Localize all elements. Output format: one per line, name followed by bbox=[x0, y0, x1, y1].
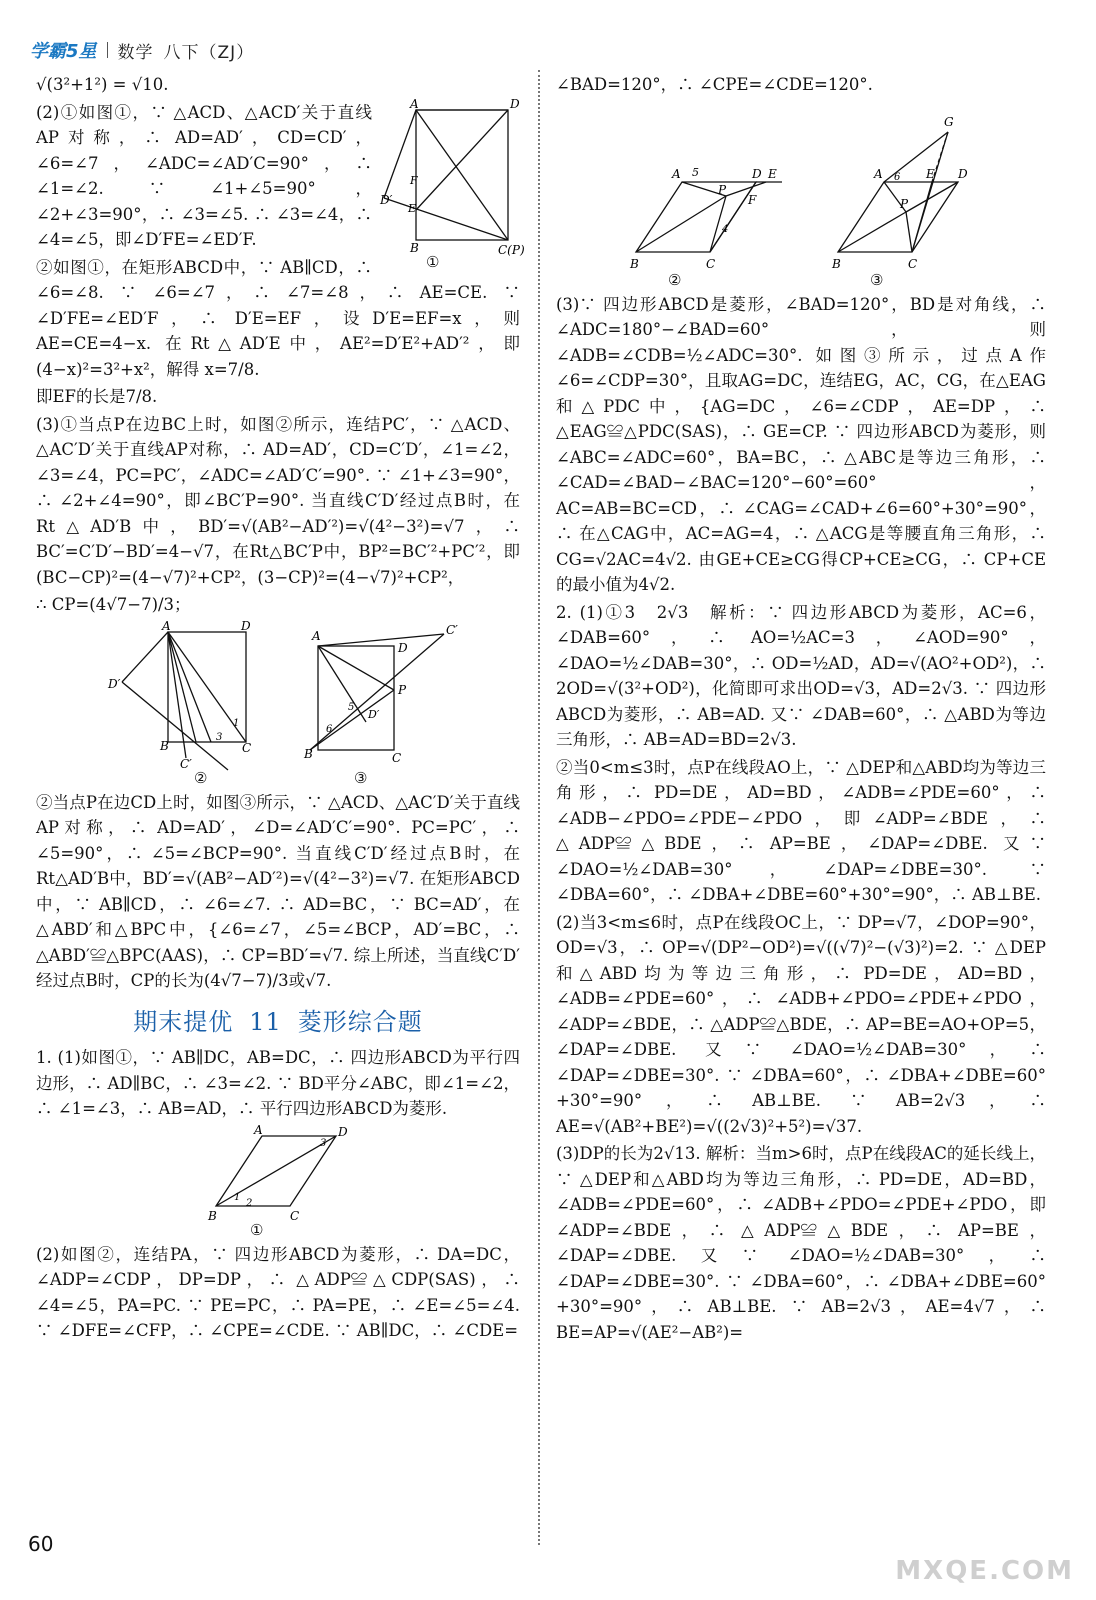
rhombus-figures-2-3-svg bbox=[556, 102, 1046, 272]
rhombus-figure-1-svg bbox=[36, 1122, 520, 1226]
fig-label-1b: ① bbox=[250, 1220, 264, 1239]
right-line-3: ②当0<m≤3时，点P在线段AO上，∵ △DEP和△ABD均为等边三角形，∴ PD=DE，AD=BD，∠ADB=∠PDE=60°，∴ ∠ADB−∠PDO=∠PDE−∠PDO，即∠ADP=∠BDE，∴ △ADP≌△BDE，∴ AP=BE，∠DAP=∠DBE. 又∵ ∠DAO=½∠DAB=30°，∠DAP=∠DBE=30°. ∵ ∠DBA=60°，∴ ∠DBA+∠DBE=60°+30°=90°，∴ AB⊥BE. bbox=[556, 757, 1046, 904]
svg-text:C: C bbox=[706, 256, 716, 271]
rhombus-figures-2-3 bbox=[556, 102, 1046, 288]
figure-3 bbox=[303, 623, 458, 765]
left-column bbox=[36, 72, 525, 1346]
right-line-0: ∠BAD=120°，∴ ∠CPE=∠CDE=120°. bbox=[556, 75, 873, 94]
svg-text:1: 1 bbox=[233, 717, 240, 729]
svg-text:C(P): C(P) bbox=[498, 242, 525, 257]
left-line-5: ∴ CP=(4√7−7)/3； bbox=[36, 595, 191, 614]
svg-text:D: D bbox=[510, 96, 520, 111]
fig-label-1a: ① bbox=[426, 252, 440, 271]
svg-text:1: 1 bbox=[234, 1191, 241, 1203]
svg-text:C′: C′ bbox=[446, 622, 458, 637]
fig-label-3a: ③ bbox=[354, 768, 368, 787]
section-label: 期末提优 bbox=[133, 1007, 234, 1036]
svg-text:G: G bbox=[944, 114, 954, 129]
rhombus-figure-3 bbox=[831, 115, 968, 271]
rect-figure-1-svg bbox=[380, 96, 525, 270]
svg-text:P: P bbox=[900, 196, 909, 211]
page-header bbox=[30, 34, 254, 66]
svg-text:A: A bbox=[672, 166, 681, 181]
left-line-6: ②当点P在边CD上时，如图③所示，∵ △ACD、△AC′D′关于直线AP对称，∴ AD=AD′，∠D=∠AD′C′=90°. PC=PC′，∴ ∠5=90°，∴ ∠5=∠BCP=90°. 当直线C′D′经过点B时，在Rt△AD′B中，BD′=√(AB²−AD′²)=√(4²−3²)=√7. 在矩形ABCD中，∵ AB∥CD，∴ ∠6=∠7. ∴ AD=BC，∵ BC=AD′，在△ABD′和△BPC中，{∠6=∠7，∠5=∠BCP，AD′=BC，∴ △ABD′≌△BPC(AAS)，∴ CP=BD′=√7. 综上所述，当直线C′D′经过点B时，CP的长为(4√7−7)/3或√7. bbox=[36, 792, 520, 990]
right-line-1: (3)∵ 四边形ABCD是菱形，∠BAD=120°，BD是对角线，∴ ∠ADC=180°−∠BAD=60°，则∠ADB=∠CDB=½∠ADC=30°. 如图③所示，过点A作∠6=∠CDP=30°，且取AG=DC，连结EG，AC，CG，在△EAG和△PDC中，{AG=DC，∠6=∠CDP，AE=DP，∴ △EAG≌△PDC(SAS)，∴ GE=CP. ∵ 四边形ABCD为菱形，则∠ABC=∠ADC=60°，BA=BC，∴ △ABC是等边三角形，∴ ∠CAD=∠BAD−∠BAC=120°−60°=60°，AC=AB=BC=CD，∴ ∠CAG=∠CAD+∠6=60°+30°=90°，∴ 在△CAG中，AC=AG=4，∴ △ACG是等腰直角三角形，∴ CG=√2AC=4√2. 由GE+CE≥CG得CP+CE≥CG，∴ CP+CE的最小值为4√2. bbox=[556, 294, 1046, 594]
svg-text:D: D bbox=[338, 1124, 348, 1139]
svg-text:C: C bbox=[908, 256, 918, 271]
header-divider bbox=[107, 42, 108, 58]
section-title bbox=[36, 1007, 520, 1036]
left-line-2: ②如图①，在矩形ABCD中，∵ AB∥CD，∴ ∠6=∠8. ∵ ∠6=∠7，∴ ∠7=∠8，∴ AE=CE. ∵ ∠D′FE=∠ED′F，∴ D′E=EF，设D′E=EF=x，则AE=CE=4−x. 在Rt△AD′E中，AE²=D′E²+AD′²，即(4−x)²=3²+x²，解得 x=7/8. bbox=[36, 257, 520, 379]
svg-text:B: B bbox=[208, 1208, 217, 1223]
column-divider bbox=[538, 70, 540, 1545]
svg-text:A: A bbox=[254, 1122, 263, 1137]
svg-text:5: 5 bbox=[692, 165, 699, 179]
svg-text:B: B bbox=[160, 738, 169, 753]
fig-label-2a: ② bbox=[194, 768, 208, 787]
fig-label-3b: ③ bbox=[870, 270, 884, 289]
svg-text:D′: D′ bbox=[380, 192, 393, 207]
svg-text:E: E bbox=[408, 201, 417, 215]
header-grade: 八下（ZJ） bbox=[163, 42, 255, 63]
section-topic: 菱形综合题 bbox=[297, 1007, 423, 1036]
svg-text:C: C bbox=[242, 740, 252, 755]
figures-2-3-svg bbox=[36, 618, 520, 772]
right-column bbox=[556, 72, 1046, 1347]
rhombus-figure-2 bbox=[629, 166, 782, 271]
brand-logo: 学霸5星 bbox=[30, 41, 97, 62]
svg-text:6: 6 bbox=[894, 171, 901, 183]
svg-text:B: B bbox=[304, 746, 313, 761]
rhombus-figure-1 bbox=[36, 1122, 520, 1239]
left-line-3: 即EF的长是7/8. bbox=[36, 387, 158, 406]
svg-text:4: 4 bbox=[722, 223, 729, 235]
q1-line-0: 1. (1)如图①，∵ AB∥DC，AB=DC，∴ 四边形ABCD为平行四边形，∴ AD∥BC，∴ ∠3=∠2. ∵ BD平分∠ABC，即∠1=∠2，∴ ∠1=∠3，∴ AB=AD，∴ 平行四边形ABCD为菱形. bbox=[36, 1048, 520, 1118]
svg-text:E: E bbox=[926, 166, 935, 181]
svg-text:A: A bbox=[312, 628, 321, 643]
left-line-1: (2)①如图①，∵ △ACD、△ACD′关于直线AP对称，∴ AD=AD′，CD=CD′，∠6=∠7，∠ADC=∠AD′C=90°，∴ ∠1=∠2. ∵ ∠1+∠5=90°，∠2+∠3=90°，∴ ∠3=∠5. ∴ ∠3=∠4，∴ ∠4=∠5，即∠D′FE=∠ED′F. bbox=[36, 102, 372, 249]
right-line-5: (3)DP的长为2√13. 解析：当m>6时，点P在线段AC的延长线上，∵ △DEP和△ABD均为等边三角形，∴ PD=DE，AD=BD，∠ADB=∠PDE=60°，∴ ∠ADB+∠PDO=∠PDE+∠PDO，即∠ADP=∠BDE，∴ △ADP≌△BDE，∴ AP=BE，∠DAP=∠DBE.又∵ ∠DAO=½∠DAB=30°，∴ ∠DAP=∠DBE=30°. ∵ ∠DBA=60°，∴ ∠DBA+∠DBE=60°+30°=90°，∴ AB⊥BE. ∵ AB=2√3，AE=4√7，∴ BE=AP=√(AE²−AB²)= bbox=[556, 1144, 1046, 1342]
svg-text:5: 5 bbox=[348, 701, 355, 713]
svg-text:B: B bbox=[410, 240, 419, 255]
svg-text:D: D bbox=[398, 640, 408, 655]
rect-figure-1 bbox=[380, 96, 525, 271]
fig-label-2b: ② bbox=[668, 270, 682, 289]
svg-text:A: A bbox=[874, 166, 883, 181]
right-line-2: 2. (1)①3 2√3 解析：∵ 四边形ABCD为菱形，AC=6，∠DAB=60°，∴ AO=½AC=3，∠AOD=90°，∠DAO=½∠DAB=30°，∴ OD=½AD，AD=√(AO²+OD²)，∴ 2OD=√(3²+OD²)，化简即可求出OD=√3，AD=2√3. ∵ 四边形ABCD为菱形，∴ AB=AD. 又∵ ∠DAB=60°，∴ △ABD为等边三角形，∴ AB=AD=BD=2√3. bbox=[556, 602, 1046, 749]
svg-text:F: F bbox=[410, 173, 418, 187]
svg-text:F: F bbox=[748, 192, 757, 207]
figures-2-3 bbox=[36, 618, 520, 787]
svg-text:A: A bbox=[162, 618, 171, 633]
svg-text:B: B bbox=[832, 256, 841, 271]
figure-2 bbox=[107, 619, 251, 771]
left-line-4: (3)①当点P在边BC上时，如图②所示，连结PC′，∵ △ACD、△AC′D′关于直线AP对称，∴ AD=AD′，CD=C′D′，∠1=∠2，∠3=∠4，PC=PC′，∠ADC=∠AD′C′=90°. ∵ ∠1+∠3=90°，∴ ∠2+∠4=90°，即∠BC′P=90°. 当直线C′D′经过点B时，在Rt△AD′B中，BD′=√(AB²−AD′²)=√(4²−3²)=√7，∴ BC′=C′D′−BD′=4−√7，在Rt△BC′P中，BP²=BC′²+PC′²，即(BC−CP)²=(4−√7)²+CP²，(3−CP)²=(4−√7)²+CP²， bbox=[36, 414, 520, 587]
svg-text:A: A bbox=[410, 96, 419, 111]
q1-line-1: (2)如图②，连结PA，∵ 四边形ABCD为菱形，∴ DA=DC，∠ADP=∠CDP，DP=DP，∴ △ADP≌△CDP(SAS)，∴ ∠4=∠5，PA=PC. ∵ PE=PC，∴ PA=PE，∴ ∠E=∠5=∠4. ∵ ∠DFE=∠CFP，∴ ∠CPE=∠CDE. ∵ AB∥DC，∴ ∠CDE= bbox=[36, 1244, 520, 1340]
svg-text:C: C bbox=[290, 1208, 300, 1223]
svg-text:C′: C′ bbox=[180, 756, 192, 771]
left-line-0: √(3²+1²) = √10. bbox=[36, 75, 169, 94]
svg-text:6: 6 bbox=[326, 723, 333, 735]
svg-text:D: D bbox=[241, 618, 251, 633]
svg-text:D: D bbox=[752, 166, 762, 181]
svg-text:D′: D′ bbox=[108, 676, 121, 691]
svg-text:D′: D′ bbox=[368, 707, 380, 721]
svg-text:3: 3 bbox=[320, 1137, 327, 1149]
svg-text:P: P bbox=[398, 682, 407, 697]
svg-text:C: C bbox=[392, 750, 402, 765]
header-subject: 数学 bbox=[117, 42, 154, 63]
svg-text:E: E bbox=[768, 166, 777, 181]
watermark-logo: MXQE.COM bbox=[895, 1556, 1074, 1586]
svg-text:P: P bbox=[718, 182, 727, 197]
page-number: 60 bbox=[28, 1532, 54, 1556]
section-number: 11 bbox=[249, 1007, 282, 1036]
svg-text:2: 2 bbox=[246, 1197, 253, 1209]
right-line-4: (2)当3<m≤6时，点P在线段OC上，∵ DP=√7，∠DOP=90°，OD=√3，∴ OP=√(DP²−OD²)=√((√7)²−(√3)²)=2. ∵ △DEP和△ABD均为等边三角形，∴ PD=DE，AD=BD，∠ADB=∠PDE=60°，∴ ∠ADB+∠PDO=∠PDE+∠PDO，∠ADP=∠BDE，∴ △ADP≌△BDE，∴ AP=BE=AO+OP=5，∠DAP=∠DBE. 又∵ ∠DAO=½∠DAB=30°，∴ ∠DAP=∠DBE=30°. ∵ ∠DBA=60°，∴ ∠DBA+∠DBE=60°+30°=90°，∴ AB⊥BE. ∵ AB=2√3，∴ AE=√(AB²+BE²)=√((2√3)²+5²)=√37. bbox=[556, 912, 1046, 1136]
svg-text:B: B bbox=[630, 256, 639, 271]
svg-text:3: 3 bbox=[216, 731, 223, 743]
svg-text:D: D bbox=[958, 166, 968, 181]
